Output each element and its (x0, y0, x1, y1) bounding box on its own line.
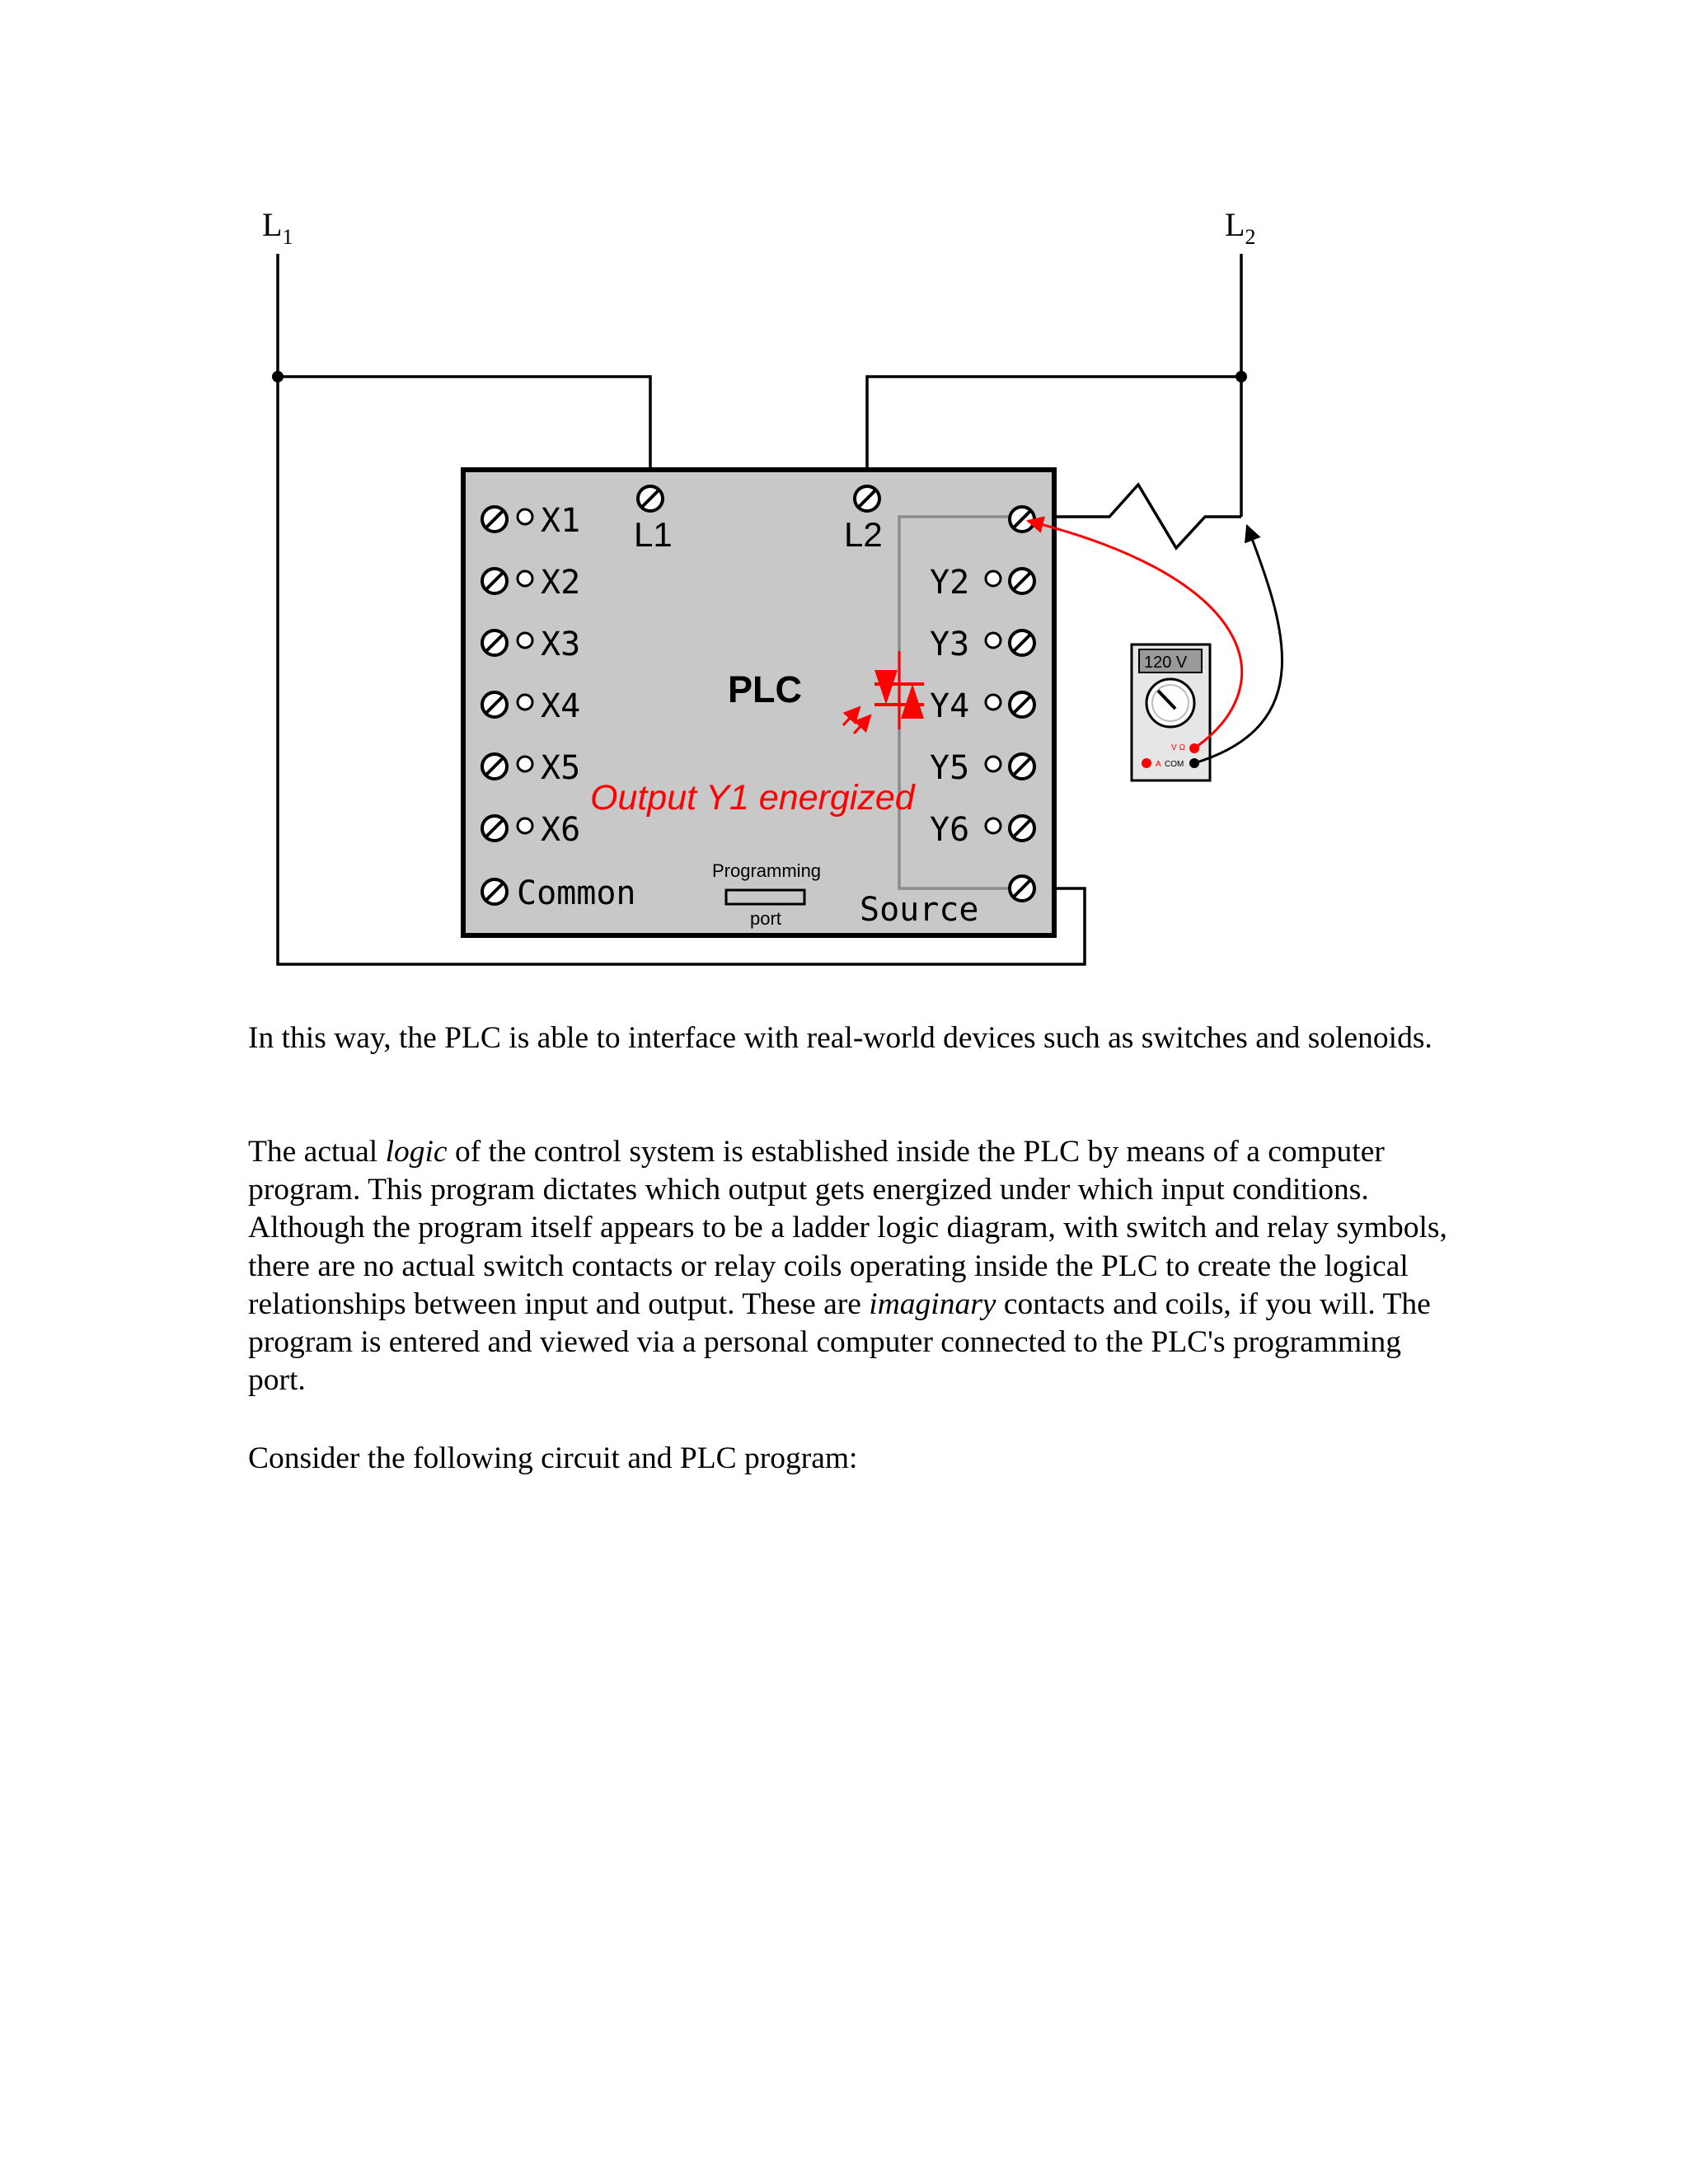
common-label: Common (517, 874, 636, 912)
output-y3-led (986, 633, 1001, 648)
junction-dot-l2 (1236, 371, 1247, 382)
terminal-l1-label: L1 (634, 515, 673, 554)
input-x6-screw[interactable] (482, 816, 507, 841)
body-paragraph: In this way, the PLC is able to interface with real-world devices such as switches and solenoids. (248, 1021, 1432, 1055)
input-x4-label: X4 (541, 687, 581, 725)
output-y6-led (986, 818, 1001, 833)
output-y1-screw[interactable] (1010, 507, 1034, 532)
body-emphasis: imaginary (869, 1286, 996, 1321)
rail-l1-label: $L_1$ (262, 206, 293, 249)
input-x3-led (518, 633, 532, 648)
output-y4-led (986, 695, 1001, 710)
programming-port-sublabel: port (750, 908, 781, 929)
input-x1-led (518, 509, 532, 524)
output-y3-screw[interactable] (1010, 630, 1034, 655)
output-y5-led (986, 757, 1001, 771)
plc-title: PLC (728, 668, 802, 710)
output-y4-screw[interactable] (1010, 692, 1034, 717)
output-y5-label: Y5 (930, 749, 970, 787)
multimeter-jack-a[interactable] (1142, 758, 1151, 768)
multimeter-jack-com-label: COM (1165, 760, 1184, 769)
multimeter-reading: 120 V (1144, 654, 1188, 672)
terminal-l1-screw[interactable] (638, 486, 663, 511)
input-x1-screw[interactable] (482, 507, 507, 532)
output-y6-screw[interactable] (1010, 816, 1034, 841)
multimeter (1132, 644, 1210, 780)
input-x6-label: X6 (541, 811, 581, 849)
input-x5-screw[interactable] (482, 754, 507, 779)
output-y4-label: Y4 (930, 687, 970, 725)
input-x3-screw[interactable] (482, 630, 507, 655)
body-paragraph (248, 1133, 1451, 1399)
output-y2-screw[interactable] (1010, 569, 1034, 593)
common-screw[interactable] (482, 879, 507, 904)
output-y5-screw[interactable] (1010, 754, 1034, 779)
terminal-l2-screw[interactable] (855, 486, 879, 511)
input-x2-label: X2 (541, 564, 581, 602)
input-x1-label: X1 (541, 502, 581, 540)
output-y2-label: Y2 (930, 564, 970, 602)
plc-wiring-diagram (0, 0, 1688, 989)
input-x3-label: X3 (541, 626, 581, 663)
multimeter-jack-a-label: A (1156, 760, 1161, 769)
input-x4-screw[interactable] (482, 692, 507, 717)
body-paragraph: Consider the following circuit and PLC program: (248, 1441, 858, 1475)
output-y2-led (986, 571, 1001, 586)
source-screw[interactable] (1010, 876, 1034, 901)
input-x5-led (518, 757, 532, 771)
body-text: contacts and coils, if you will. The program is entered and viewed via a personal computer connected to the PLC's programming port. (248, 1286, 1431, 1398)
input-x2-led (518, 571, 532, 586)
body-text: The actual (248, 1135, 386, 1169)
body-emphasis: logic (385, 1135, 448, 1169)
source-label: Source (860, 891, 979, 929)
input-x4-led (518, 695, 532, 710)
junction-dot-l1 (272, 371, 284, 382)
output-y3-label: Y3 (930, 626, 970, 663)
terminal-l2-label: L2 (844, 515, 883, 554)
input-x5-label: X5 (541, 749, 581, 787)
output-energized-annotation: Output Y1 energized (590, 778, 915, 818)
output-y6-label: Y6 (930, 811, 970, 849)
multimeter-jack-v-label: V Ω (1171, 743, 1185, 752)
programming-port-label: Programming (712, 860, 822, 881)
rail-l2-label: $L_2$ (1225, 206, 1256, 249)
body-text: of the control system is established inside the PLC by means of a computer program. This program dictates which output gets energized under which input conditions. Although the program itself appears to be a ladder logic diagram, with switch and relay symbols, there are no actual switch contacts or relay coils operating inside the PLC to create the logical relationships between input and output. These are (248, 1135, 1447, 1321)
programming-port[interactable] (726, 890, 804, 904)
input-x6-led (518, 818, 532, 833)
input-x2-screw[interactable] (482, 569, 507, 593)
